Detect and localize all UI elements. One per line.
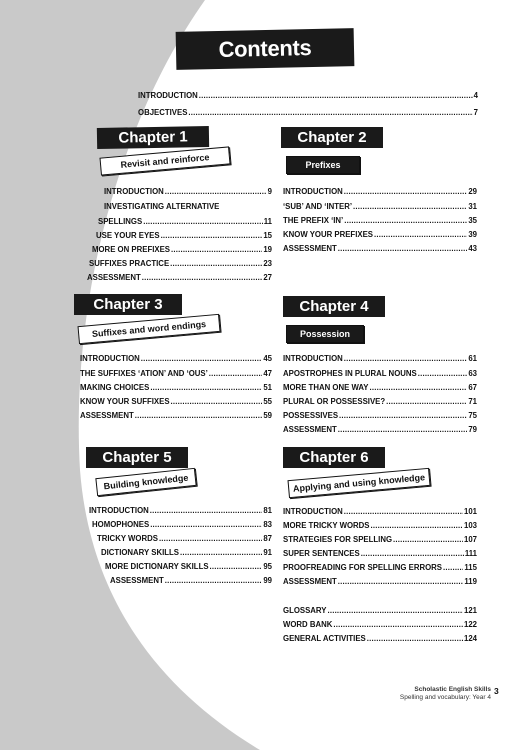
entry-label: MAKING CHOICES [80,383,150,392]
chapter-4-heading [283,296,385,317]
entry-label: MORE TRICKY WORDS [283,521,370,530]
toc-entry[interactable] [283,549,477,558]
chapter-6-heading [283,447,385,468]
chapter-heading-text: Chapter 5 [102,449,172,466]
entry-label: INTRODUCTION [283,187,343,196]
entry-label: MORE DICTIONARY SKILLS [105,562,209,571]
entry-page: 124 [463,634,477,643]
entry-page: 29 [468,187,477,196]
entry-label: APOSTROPHES IN PLURAL NOUNS [283,369,417,378]
entry-page: 63 [468,369,477,378]
entry-page: 121 [463,606,477,615]
entry-page: 95 [263,562,272,571]
entry-page: 59 [263,411,272,420]
chapter-subtitle-text: Possession [299,329,351,339]
entry-label: ASSESSMENT [87,273,141,282]
entry-label: DICTIONARY SKILLS [101,548,179,557]
entry-page: 122 [463,620,477,629]
entry-label: INVESTIGATING ALTERNATIVE [104,202,220,211]
entry-label: ASSESSMENT [110,576,164,585]
entry-label: INTRODUCTION [104,187,164,196]
entry-page: 31 [468,202,477,211]
chapter-subtitle-text: Building knowledge [103,472,189,492]
entry-page: 19 [263,245,272,254]
toc-entry-word-bank[interactable] [283,620,477,629]
entry-page: 87 [263,534,272,543]
entry-page: 83 [263,520,272,529]
entry-label: GENERAL ACTIVITIES [283,634,366,643]
entry-label: POSSESSIVES [283,411,339,420]
entry-page: 107 [463,535,477,544]
entry-label: PLURAL OR POSSESSIVE? [283,397,386,406]
toc-entry[interactable] [80,354,272,363]
toc-entry[interactable] [283,202,477,211]
entry-page: 91 [263,548,272,557]
entry-label: WORD BANK [283,620,333,629]
entry-page: 81 [263,506,272,515]
entry-label: SUPER SENTENCES [283,549,360,558]
toc-entry[interactable] [92,245,272,254]
toc-entry[interactable] [283,577,477,586]
toc-entry[interactable] [80,397,272,406]
chapter-heading-text: Chapter 2 [297,129,367,146]
entry-page: 75 [468,411,477,420]
page-title: Contents [218,35,312,62]
toc-entry-objectives[interactable] [138,108,478,117]
entry-page: 9 [267,187,272,196]
entry-label: INTRODUCTION [89,506,149,515]
chapter-2-subtitle [286,156,360,174]
chapter-subtitle-text: Revisit and reinforce [120,152,210,170]
entry-page: 51 [263,383,272,392]
toc-entry[interactable] [283,411,477,420]
entry-label: THE PREFIX ‘IN’ [283,216,344,225]
toc-entry[interactable] [98,217,272,226]
entry-label: ‘SUB’ AND ‘INTER’ [283,202,353,211]
toc-entry[interactable] [105,562,272,571]
entry-page: 101 [463,507,477,516]
chapter-5-heading [86,447,188,468]
entry-page: 103 [463,521,477,530]
chapter-subtitle-text: Prefixes [305,160,341,170]
toc-entry[interactable] [80,369,272,378]
toc-entry[interactable] [96,231,272,240]
footer-page-number: 3 [494,686,499,696]
toc-entry-introduction[interactable] [138,91,478,100]
entry-label: THE SUFFIXES ‘ATION’ AND ‘OUS’ [80,369,208,378]
toc-entry[interactable] [283,521,477,530]
toc-entry[interactable] [283,563,477,572]
entry-label: MORE ON PREFIXES [92,245,170,254]
entry-page: 15 [263,231,272,240]
entry-label: INTRODUCTION [80,354,140,363]
entry-label: ASSESSMENT [80,411,134,420]
toc-entry[interactable] [80,411,272,420]
page-footer [400,686,491,702]
entry-page: 27 [263,273,272,282]
footer-book: Spelling and vocabulary: Year 4 [399,694,491,701]
entry-page: 7 [473,108,478,117]
toc-entry[interactable] [80,383,272,392]
entry-label: ASSESSMENT [283,577,337,586]
toc-entry-glossary[interactable] [283,606,477,615]
chapter-subtitle-text: Applying and using knowledge [292,472,426,494]
entry-label: STRATEGIES FOR SPELLING [283,535,393,544]
chapter-subtitle-text: Suffixes and word endings [91,319,207,339]
toc-entry-general-activities[interactable] [283,634,477,643]
entry-label: PROOFREADING FOR SPELLING ERRORS [283,563,442,572]
entry-label: TRICKY WORDS [97,534,158,543]
entry-label: INTRODUCTION [283,354,343,363]
entry-page: 11 [263,217,272,226]
toc-entry[interactable] [92,520,272,529]
toc-entry[interactable] [283,244,477,253]
chapter-heading-text: Chapter 4 [299,298,369,315]
entry-label: KNOW YOUR PREFIXES [283,230,373,239]
entry-page: 35 [468,216,477,225]
entry-label: KNOW YOUR SUFFIXES [80,397,170,406]
chapter-2-heading [281,127,383,148]
toc-entry[interactable] [283,535,477,544]
entry-label: GLOSSARY [283,606,327,615]
entry-page: 39 [468,230,477,239]
toc-entry[interactable] [283,369,477,378]
entry-page: 115 [464,563,477,572]
entry-page: 61 [468,354,477,363]
entry-page: 4 [473,91,478,100]
chapter-4-subtitle [286,325,364,343]
entry-label: INTRODUCTION [138,91,198,100]
entry-page: 55 [263,397,272,406]
entry-page: 79 [468,425,477,434]
toc-entry[interactable] [283,383,477,392]
toc-entry[interactable] [97,534,272,543]
entry-label: ASSESSMENT [283,244,337,253]
toc-entry[interactable] [104,187,272,196]
toc-entry[interactable] [283,230,477,239]
entry-label: HOMOPHONES [92,520,150,529]
toc-entry[interactable] [283,354,477,363]
entry-label: ASSESSMENT [283,425,337,434]
toc-entry[interactable] [283,397,477,406]
entry-label: OBJECTIVES [138,108,188,117]
entry-page: 111 [464,549,477,558]
chapter-heading-text: Chapter 6 [299,449,369,466]
entry-page: 119 [464,577,477,586]
toc-entry[interactable] [283,187,477,196]
entry-page: 67 [468,383,477,392]
page-title-banner [176,28,355,70]
toc-entry[interactable] [89,506,272,515]
chapter-1-heading [97,126,209,149]
toc-entry[interactable] [104,202,272,211]
toc-entry[interactable] [283,216,477,225]
entry-page: 71 [468,397,477,406]
entry-label: SUFFIXES PRACTICE [89,259,170,268]
entry-label: USE YOUR EYES [96,231,160,240]
entry-page: 23 [263,259,272,268]
chapter-3-heading [74,294,182,315]
toc-entry[interactable] [283,507,477,516]
entry-page: 45 [263,354,272,363]
entry-label: MORE THAN ONE WAY [283,383,369,392]
entry-page: 47 [263,369,272,378]
toc-entry[interactable] [89,259,272,268]
toc-entry[interactable] [283,425,477,434]
toc-entry[interactable] [110,576,272,585]
footer-series: Scholastic English Skills [414,686,491,693]
entry-label: INTRODUCTION [283,507,343,516]
toc-entry[interactable] [101,548,272,557]
entry-label: SPELLINGS [98,217,143,226]
chapter-heading-text: Chapter 1 [118,128,188,147]
entry-page: 43 [468,244,477,253]
chapter-heading-text: Chapter 3 [93,296,163,313]
entry-page: 99 [263,576,272,585]
toc-entry[interactable] [87,273,272,282]
